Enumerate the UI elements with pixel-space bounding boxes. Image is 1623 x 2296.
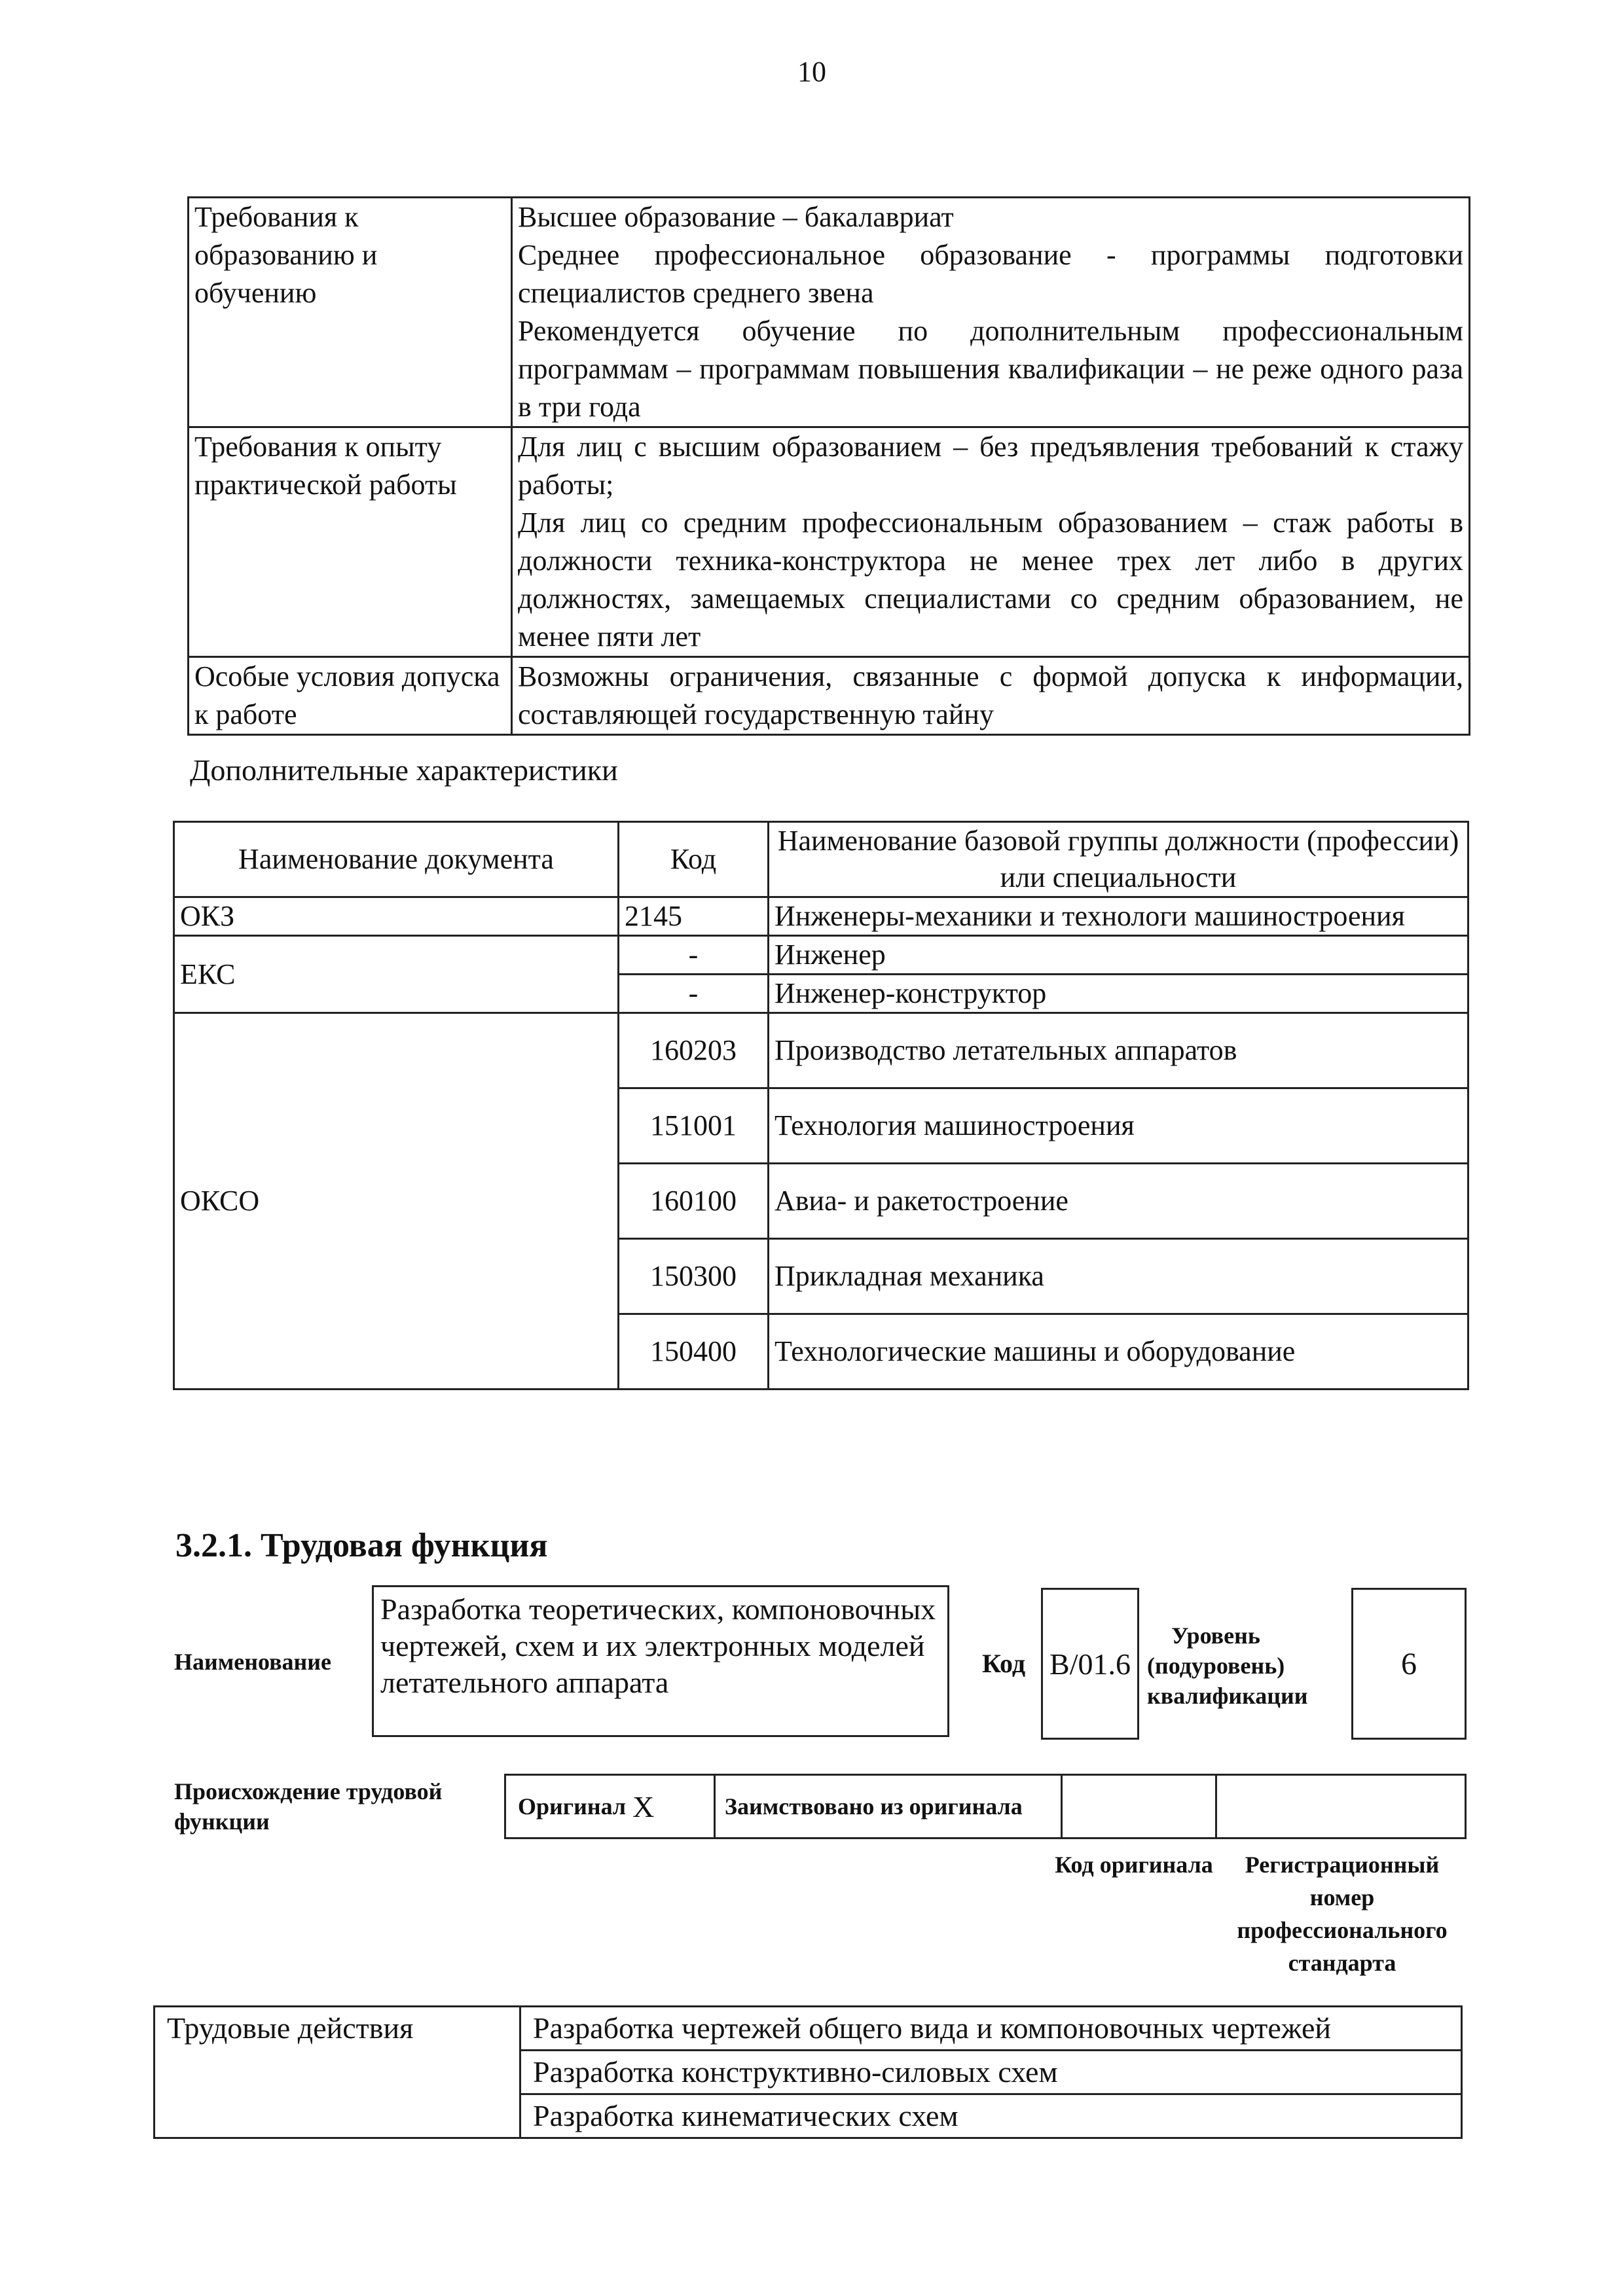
origin-label: Происхождение трудовой функции xyxy=(174,1778,443,1835)
caption-original-code: Код оригинала xyxy=(1055,1852,1213,1878)
requirements-table xyxy=(187,196,1470,736)
name-okso: Технология машиностроения xyxy=(769,1088,1468,1164)
requirement-line: Для лиц с высшим образованием – без предъявления требований к стажу работы; xyxy=(518,431,1463,501)
requirement-value xyxy=(512,427,1470,657)
labor-action-item: Разработка чертежей общего вида и компоновочных чертежей xyxy=(520,2007,1462,2051)
labor-actions-table xyxy=(153,2005,1463,2139)
name-okso: Прикладная механика xyxy=(769,1239,1468,1314)
code-okso: 150300 xyxy=(619,1239,769,1314)
additional-title: Дополнительные характеристики xyxy=(190,753,618,787)
function-code-label: Код xyxy=(982,1649,1026,1678)
name-okso: Производство летательных аппаратов xyxy=(769,1013,1468,1088)
code-okso: 151001 xyxy=(619,1088,769,1164)
origin-row xyxy=(504,1774,1467,1839)
requirement-line: Возможны ограничения, связанные с формой допуска к информации, составляющей государственную тайну xyxy=(518,660,1463,730)
code-eks: - xyxy=(619,936,769,975)
labor-action-item: Разработка кинематических схем xyxy=(520,2094,1462,2138)
origin-original-label: Оригинал xyxy=(518,1793,627,1820)
table-row xyxy=(189,657,1470,735)
function-code-box: B/01.6 xyxy=(1041,1588,1139,1740)
doc-eks: ЕКС xyxy=(174,936,619,1013)
table-row xyxy=(174,1013,1468,1088)
requirement-value xyxy=(512,657,1470,735)
table-row xyxy=(174,936,1468,975)
doc-okz: ОКЗ xyxy=(174,897,619,936)
name-okso: Авиа- и ракетостроение xyxy=(769,1164,1468,1239)
page-number: 10 xyxy=(797,56,826,88)
additional-characteristics-table xyxy=(173,821,1469,1390)
name-eks: Инженер xyxy=(769,936,1468,975)
function-name-label: Наименование xyxy=(174,1649,331,1675)
code-okso: 150400 xyxy=(619,1314,769,1390)
table-row xyxy=(189,427,1470,657)
code-eks: - xyxy=(619,975,769,1013)
caption-registration-number: Регистрационный номер профессионального стандарта xyxy=(1237,1852,1448,1976)
section-heading: 3.2.1. Трудовая функция xyxy=(175,1527,548,1564)
table-row xyxy=(189,198,1470,427)
requirement-line: Высшее образование – бакалавриат xyxy=(518,201,954,233)
requirement-line: Для лиц со средним профессиональным образованием – стаж работы в должности техника-конструктора не менее трех лет либо в других должностях, замещаемых специалистами со средним образованием, не менее пяти лет xyxy=(518,507,1463,653)
origin-original-cell xyxy=(506,1776,716,1837)
labor-action-item: Разработка конструктивно-силовых схем xyxy=(520,2051,1462,2094)
name-okso: Технологические машины и оборудование xyxy=(769,1314,1468,1390)
header-code: Код xyxy=(619,822,769,897)
doc-okso: ОКСО xyxy=(174,1013,619,1390)
requirement-label: Особые условия допуска к работе xyxy=(189,657,512,735)
code-okso: 160203 xyxy=(619,1013,769,1088)
requirement-label: Требования к образованию и обучению xyxy=(189,198,512,427)
requirement-line: Рекомендуется обучение по дополнительным профессиональным программам – программам повышения квалификации – не реже одного раза в три года xyxy=(518,315,1463,423)
code-okz: 2145 xyxy=(619,897,769,936)
requirement-line: Среднее профессиональное образование - программы подготовки специалистов среднего звена xyxy=(518,239,1463,309)
origin-mark: X xyxy=(632,1789,655,1823)
labor-actions-label: Трудовые действия xyxy=(155,2007,520,2138)
header-name: Наименование базовой группы должности (профессии) или специальности xyxy=(769,822,1468,897)
requirement-label: Требования к опыту практической работы xyxy=(189,427,512,657)
name-eks: Инженер-конструктор xyxy=(769,975,1468,1013)
header-doc: Наименование документа xyxy=(174,822,619,897)
name-okz: Инженеры-механики и технологи машиностроения xyxy=(769,897,1468,936)
table-row xyxy=(174,897,1468,936)
origin-borrowed-cell: Заимствовано из оригинала xyxy=(716,1776,1063,1837)
table-header-row xyxy=(174,822,1468,897)
function-name-box: Разработка теоретических, компоновочных чертежей, схем и их электронных моделей летательного аппарата xyxy=(372,1585,949,1737)
origin-code-cell xyxy=(1063,1776,1217,1837)
qualification-level-box: 6 xyxy=(1351,1588,1467,1740)
table-row xyxy=(155,2007,1462,2051)
qualification-level-label: Уровень (подуровень) квалификации xyxy=(1147,1623,1308,1709)
code-okso: 160100 xyxy=(619,1164,769,1239)
origin-reg-number-cell xyxy=(1217,1776,1465,1837)
requirement-value xyxy=(512,198,1470,427)
